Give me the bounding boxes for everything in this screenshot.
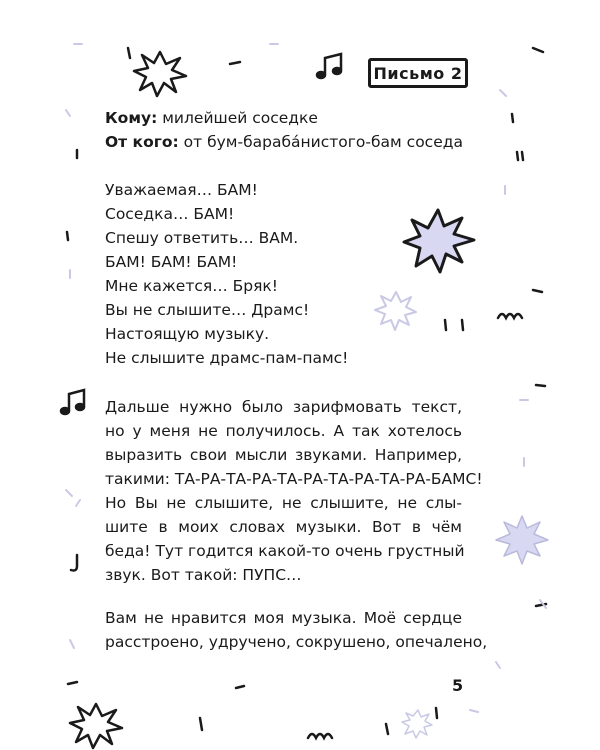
paragraph-line: Вам не нравится моя музыка. Моё сердце	[105, 609, 462, 627]
paragraph-line: Дальше нужно было зарифмовать текст,	[105, 398, 462, 416]
paragraph-line: такими: ТА-РА-ТА-РА-ТА-РА-ТА-РА-ТА-РА-БАМС!	[105, 470, 483, 488]
star-doodle-top-left	[134, 52, 186, 96]
verse-line: Настоящую музыку.	[105, 325, 270, 343]
page-number: 5	[452, 676, 464, 695]
paragraph-line: беда! Тут годится какой-то очень грустный	[105, 542, 465, 560]
verse-line: БАМ! БАМ! БАМ!	[105, 253, 238, 271]
recipient-line: Кому: милейшей соседке	[105, 109, 318, 127]
hook-doodle-left	[71, 555, 77, 571]
squiggle-doodle-bottom	[308, 734, 332, 738]
verse-line: Не слышите драмс-пам-памс!	[105, 349, 349, 367]
star-doodle-light-right	[375, 292, 416, 330]
paragraph-line: шите в моих словах музыки. Вот в чём	[105, 518, 462, 536]
paragraph-line: но у меня не получилось. А так хотелось	[105, 422, 462, 440]
recipient-value: милейшей соседке	[162, 109, 318, 127]
letter-title: Письмо 2	[368, 58, 468, 88]
sender-label: От кого	[105, 133, 173, 151]
star-doodle-small-bottom	[402, 710, 432, 738]
verse-line: Уважаемая… БАМ!	[105, 181, 258, 199]
verse-line: Соседка… БАМ!	[105, 205, 235, 223]
recipient-label: Кому	[105, 109, 152, 127]
star-doodle-bottom-right	[496, 516, 548, 564]
sender-value: от бум-барабáнистого-бам соседа	[183, 133, 463, 151]
music-note-icon-left	[61, 390, 84, 414]
star-doodle-bottom-left	[70, 704, 122, 748]
verse-line: Мне кажется… Бряк!	[105, 277, 279, 295]
paragraph-line: выразить свои мысли звуками. Например,	[105, 446, 462, 464]
squiggle-doodle-right	[498, 314, 522, 318]
sender-line: От кого: от бум-барабáнистого-бам соседа	[105, 133, 463, 151]
music-note-icon-top	[317, 54, 341, 78]
paragraph-line: Но Вы не слышите, не слышите, не слы-	[105, 494, 462, 512]
verse-line: Вы не слышите… Драмс!	[105, 301, 310, 319]
paragraph-line: расстроено, удручено, сокрушено, опечалено,	[105, 633, 488, 651]
verse-line: Спешу ответить… ВАМ.	[105, 229, 299, 247]
paragraph-line: звук. Вот такой: ПУПС…	[105, 566, 302, 584]
star-doodle-large-right	[404, 210, 474, 272]
